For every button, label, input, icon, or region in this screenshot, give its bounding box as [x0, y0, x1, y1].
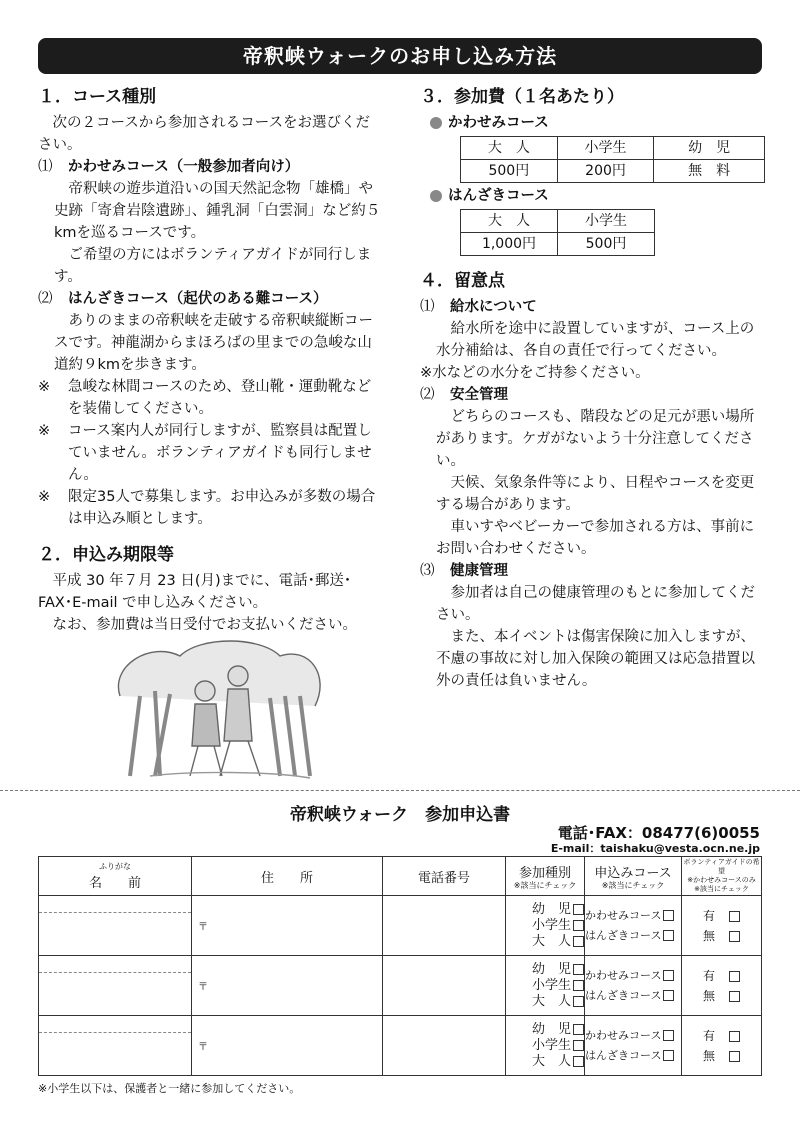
page-banner: 帝釈峡ウォークのお申し込み方法 — [38, 38, 762, 74]
zip-mark: 〒 — [198, 922, 208, 933]
checkbox[interactable] — [729, 971, 740, 982]
checkbox[interactable] — [573, 964, 584, 975]
guide-option-label: 有 — [702, 908, 715, 923]
course-cell — [585, 896, 682, 956]
guide-cell — [682, 1016, 762, 1076]
s1-title-row — [420, 296, 765, 318]
type-option-label: 大 人 — [531, 933, 571, 949]
right-column — [420, 84, 765, 692]
course2-desc: ありのままの帝釈峡を走破する帝釈峡縦断コースです。神龍湖からまほろばの里までの急峻な山道約９kmを歩きます。 — [54, 313, 373, 373]
guide-label: ボランティアガイドの希望 — [683, 858, 760, 875]
type-option[interactable] — [506, 1022, 584, 1038]
guide-option[interactable] — [682, 926, 761, 946]
course1-title-row — [38, 156, 383, 178]
type-cell — [506, 956, 585, 1016]
fee-header: 小学生 — [557, 137, 654, 160]
guide-option[interactable] — [682, 906, 761, 926]
checkbox[interactable] — [573, 920, 584, 931]
type-note: ※該当にチェック — [513, 880, 577, 890]
s1-note: ※水などの水分をご持参ください。 — [420, 365, 650, 381]
left-column — [38, 84, 383, 636]
guide-option[interactable] — [682, 986, 761, 1006]
course-cell — [585, 1016, 682, 1076]
phone-cell[interactable] — [383, 1016, 506, 1076]
section3-heading: ３．参加費（１名あたり） — [420, 87, 624, 107]
section4-heading: ４．留意点 — [420, 271, 505, 291]
col-phone: 電話番号 — [383, 857, 506, 896]
type-option[interactable] — [506, 918, 584, 934]
guide-option-label: 有 — [702, 1028, 715, 1043]
fee-header: 大 人 — [461, 210, 558, 233]
type-option-label: 大 人 — [531, 993, 571, 1009]
type-option-label: 幼 児 — [531, 901, 571, 917]
s2-title-row — [420, 384, 765, 406]
checkbox[interactable] — [729, 1051, 740, 1062]
col-type — [506, 857, 585, 896]
course-option[interactable] — [585, 966, 681, 986]
type-option-label: 小学生 — [531, 977, 571, 993]
s3-body1: 参加者は自己の健康管理のもとに参加してください。 — [436, 585, 755, 623]
type-cell — [506, 896, 585, 956]
form-footnote: ※小学生以下は、保護者と一緒に参加してください。 — [38, 1082, 301, 1095]
type-cell — [506, 1016, 585, 1076]
type-option-label: 小学生 — [531, 1037, 571, 1053]
checkbox[interactable] — [663, 910, 674, 921]
walking-couple-illustration — [110, 636, 330, 786]
fee-value: 500円 — [461, 160, 558, 183]
type-option[interactable] — [506, 934, 584, 950]
note-mark: ※ — [38, 379, 51, 395]
type-option[interactable] — [506, 978, 584, 994]
guide-cell — [682, 896, 762, 956]
guide-note1: ※かわせみコースのみ — [687, 876, 756, 884]
cut-line — [0, 790, 800, 791]
checkbox[interactable] — [573, 1024, 584, 1035]
guide-option[interactable] — [682, 966, 761, 986]
type-option[interactable] — [506, 902, 584, 918]
s3-num: ⑶ — [420, 563, 435, 579]
fee-table-kawasemi — [460, 136, 765, 183]
fee-course2-label — [430, 185, 765, 207]
note-text: 限定35人で募集します。お申込みが多数の場合は申込み順とします。 — [68, 489, 376, 527]
checkbox[interactable] — [663, 990, 674, 1001]
form-row — [39, 1016, 762, 1076]
guide-option-label: 無 — [702, 988, 715, 1003]
zip-mark: 〒 — [198, 982, 208, 993]
course-label: 申込みコース — [594, 865, 672, 881]
guide-cell — [682, 956, 762, 1016]
note-mark: ※ — [38, 423, 51, 439]
course-option[interactable] — [585, 1046, 681, 1066]
guide-note2: ※該当にチェック — [694, 885, 749, 893]
checkbox[interactable] — [573, 996, 584, 1007]
guide-option-label: 無 — [702, 1048, 715, 1063]
checkbox[interactable] — [573, 980, 584, 991]
course-option-label: かわせみコース — [585, 1028, 662, 1042]
furigana-field[interactable] — [39, 956, 191, 973]
col-guide — [682, 857, 762, 896]
phone-cell[interactable] — [383, 956, 506, 1016]
section1-heading: １．コース種別 — [38, 87, 157, 107]
form-row — [39, 956, 762, 1016]
section2-deadline: 平成 30 年７月 23 日(月)までに、電話･郵送･FAX･E-mail で申し込みください。 — [38, 573, 352, 611]
course-option[interactable] — [585, 906, 681, 926]
fee-header: 大 人 — [461, 137, 558, 160]
type-option-label: 小学生 — [531, 917, 571, 933]
course-cell — [585, 956, 682, 1016]
checkbox[interactable] — [663, 1030, 674, 1041]
name-cell[interactable] — [39, 956, 192, 1016]
note-item — [38, 420, 383, 486]
section2-heading: ２．申込み期限等 — [38, 545, 174, 565]
col-name — [39, 857, 192, 896]
bullet-icon — [430, 117, 442, 129]
s2-body1: どちらのコースも、階段などの足元が悪い場所があります。ケガがないよう十分注意してください。 — [436, 409, 755, 469]
course-note: ※該当にチェック — [601, 880, 665, 890]
address-cell[interactable] — [192, 896, 383, 956]
address-cell[interactable] — [192, 1016, 383, 1076]
course-option[interactable] — [585, 986, 681, 1006]
s3-title-row — [420, 560, 765, 582]
s2-title: 安全管理 — [450, 387, 508, 403]
checkbox[interactable] — [573, 936, 584, 947]
name-cell[interactable] — [39, 1016, 192, 1076]
s3-body2: また、本イベントは傷害保険に加入しますが、不慮の事故に対し加入保険の範囲又は応急措置以外の責任は負いません。 — [436, 629, 755, 689]
course2-title: はんざきコース（起伏のある難コース） — [68, 291, 328, 307]
form-row — [39, 896, 762, 956]
fee-course1-name: かわせみコース — [448, 115, 549, 131]
name-label: 名 前 — [88, 875, 141, 891]
type-option[interactable] — [506, 1038, 584, 1054]
form-title: 帝釈峡ウォーク 参加申込書 — [289, 805, 511, 825]
s1-body: 給水所を途中に設置していますが、コース上の水分補給は、各自の責任で行ってください。 — [436, 321, 755, 359]
course2-num: ⑵ — [38, 291, 53, 307]
note-mark: ※ — [38, 489, 51, 505]
type-option[interactable] — [506, 1054, 584, 1070]
checkbox[interactable] — [729, 931, 740, 942]
phone-cell[interactable] — [383, 896, 506, 956]
checkbox[interactable] — [729, 991, 740, 1002]
type-option-label: 幼 児 — [531, 1021, 571, 1037]
fee-course1-label — [430, 112, 765, 134]
s2-body2: 天候、気象条件等により、日程やコースを変更する場合があります。 — [436, 475, 755, 513]
course-option-label: はんざきコース — [585, 988, 662, 1002]
checkbox[interactable] — [729, 911, 740, 922]
type-label: 参加種別 — [518, 865, 571, 881]
col-course — [585, 857, 682, 896]
checkbox[interactable] — [573, 904, 584, 915]
name-cell[interactable] — [39, 896, 192, 956]
checkbox[interactable] — [573, 1040, 584, 1051]
fee-value: 500円 — [558, 233, 655, 256]
type-option-label: 大 人 — [531, 1053, 571, 1069]
contact-phone-fax: 電話･FAX：08477(6)0055 — [557, 824, 760, 842]
checkbox[interactable] — [663, 930, 674, 941]
checkbox[interactable] — [573, 1056, 584, 1067]
course1-guide: ご希望の方にはボランティアガイドが同行します。 — [54, 247, 372, 285]
fee-course2-name: はんざきコース — [448, 188, 549, 204]
course-option-label: はんざきコース — [585, 1048, 662, 1062]
course-option[interactable] — [585, 926, 681, 946]
type-option[interactable] — [506, 994, 584, 1010]
guide-option[interactable] — [682, 1046, 761, 1066]
zip-mark: 〒 — [198, 1042, 208, 1053]
s2-num: ⑵ — [420, 387, 435, 403]
course-option-label: はんざきコース — [585, 928, 662, 942]
course-option-label: かわせみコース — [585, 908, 662, 922]
type-option[interactable] — [506, 962, 584, 978]
fee-value: 200円 — [557, 160, 654, 183]
checkbox[interactable] — [729, 1031, 740, 1042]
application-form-table — [38, 856, 762, 1076]
guide-option-label: 無 — [702, 928, 715, 943]
guide-option[interactable] — [682, 1026, 761, 1046]
bullet-icon — [430, 190, 442, 202]
course1-title: かわせみコース（一般参加者向け） — [68, 159, 300, 175]
furigana-field[interactable] — [39, 896, 191, 913]
s1-title: 給水について — [450, 299, 537, 315]
contact-email: E-mail：taishaku@vesta.ocn.ne.jp — [550, 842, 760, 855]
checkbox[interactable] — [663, 1050, 674, 1061]
note-text: コース案内人が同行しますが、監察員は配置していません。ボランティアガイドも同行しません。 — [68, 423, 372, 483]
course-option-label: かわせみコース — [585, 968, 662, 982]
type-option-label: 幼 児 — [531, 961, 571, 977]
s3-title: 健康管理 — [450, 563, 508, 579]
fee-value: 無 料 — [654, 160, 765, 183]
fee-value: 1,000円 — [461, 233, 558, 256]
guide-option-label: 有 — [702, 968, 715, 983]
s1-num: ⑴ — [420, 299, 435, 315]
course1-num: ⑴ — [38, 159, 53, 175]
s2-body3: 車いすやベビーカーで参加される方は、事前にお問い合わせください。 — [436, 519, 755, 557]
furigana-label: ふりがな — [99, 861, 131, 871]
section2-payment: なお、参加費は当日受付でお支払いください。 — [52, 617, 357, 633]
fee-table-hanzaki — [460, 209, 655, 256]
section1-intro: 次の２コースから参加されるコースをお選びください。 — [38, 115, 371, 153]
course-option[interactable] — [585, 1026, 681, 1046]
note-text: 急峻な林間コースのため、登山靴・運動靴などを装備してください。 — [68, 379, 372, 417]
fee-header: 幼 児 — [654, 137, 765, 160]
fee-header: 小学生 — [558, 210, 655, 233]
course1-desc: 帝釈峡の遊歩道沿いの国天然記念物「雄橋」や史跡「寄倉岩陰遺跡」、鍾乳洞「白雲洞」など約５kmを巡るコースです。 — [54, 181, 381, 241]
note-item — [38, 486, 383, 530]
course2-title-row — [38, 288, 383, 310]
furigana-field[interactable] — [39, 1016, 191, 1033]
checkbox[interactable] — [663, 970, 674, 981]
col-address: 住 所 — [192, 857, 383, 896]
note-item — [38, 376, 383, 420]
address-cell[interactable] — [192, 956, 383, 1016]
